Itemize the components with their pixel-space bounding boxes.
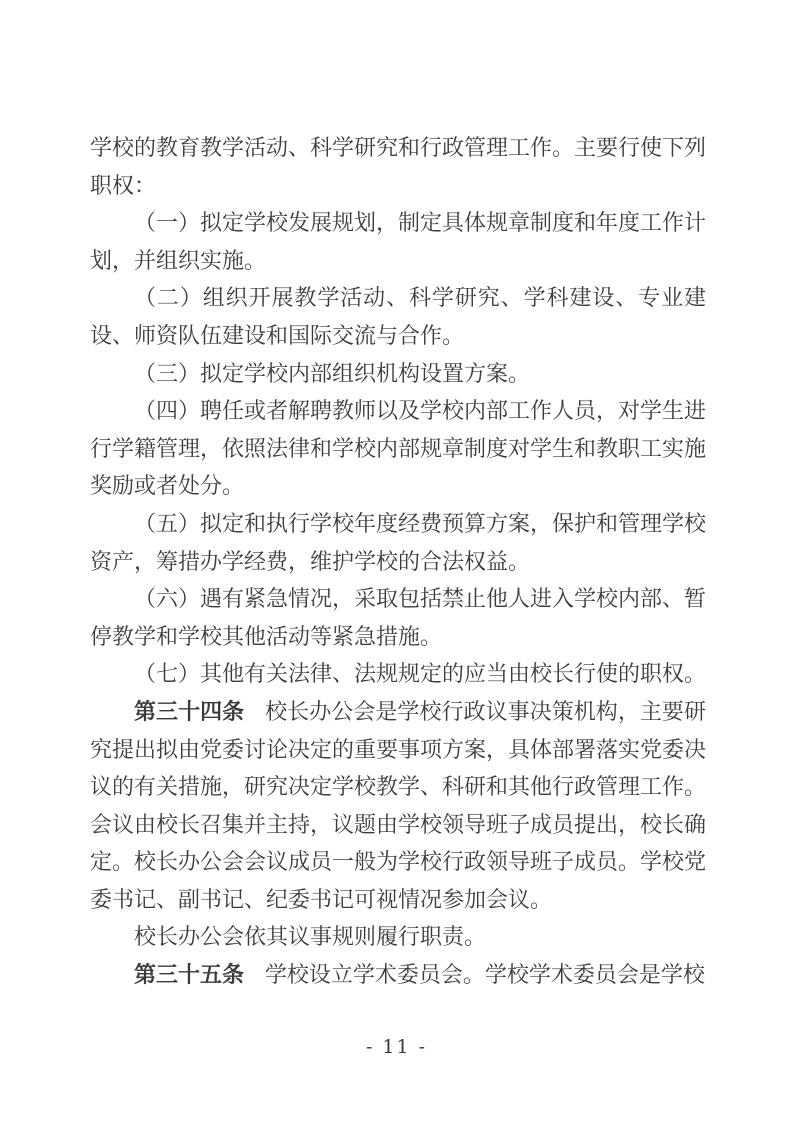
paragraph-text: （六）遇有紧急情况，采取包括禁止他人进入学校内部、暂停教学和学校其他活动等紧急措施。 — [90, 587, 707, 650]
paragraph — [90, 280, 706, 355]
paragraph — [90, 506, 706, 581]
paragraph-text: （七）其他有关法律、法规规定的应当由校长行使的职权。 — [134, 662, 707, 688]
paragraph-text: （二）组织开展教学活动、科学研究、学科建设、专业建设、师资队伍建设和国际交流与合作。 — [90, 286, 706, 349]
paragraph-text: 校长办公会依其议事规则履行职责。 — [134, 925, 487, 951]
page-number: - 11 - — [365, 1036, 428, 1058]
paragraph — [90, 130, 706, 205]
paragraph-text: 学校设立学术委员会。学校学术委员会是学校 — [264, 963, 705, 989]
paragraph-text: （三）拟定学校内部组织机构设置方案。 — [134, 361, 531, 387]
paragraph-text: 校长办公会是学校行政议事决策机构，主要研究提出拟由党委讨论决定的重要事项方案，具体部署落实党委决议的有关措施，研究决定学校教学、科研和其他行政管理工作。会议由校长召集并主持，议题由学校领导班子成员提出，校长确定。校长办公会会议成员一般为学校行政领导班子成员。学校党委书记、副书记、纪委书记可视情况参加会议。 — [90, 699, 707, 913]
paragraph — [90, 919, 706, 957]
article-paragraph — [90, 957, 706, 995]
paragraph — [90, 356, 706, 394]
paragraph-text: 学校的教育教学活动、科学研究和行政管理工作。主要行使下列职权： — [90, 136, 707, 199]
paragraph — [90, 393, 706, 506]
paragraph-text: （一）拟定学校发展规划，制定具体规章制度和年度工作计划，并组织实施。 — [90, 211, 707, 274]
document-body — [90, 130, 706, 995]
paragraph — [90, 581, 706, 656]
article-number-label: 第三十五条 — [134, 963, 245, 989]
paragraph-text: （四）聘任或者解聘教师以及学校内部工作人员，对学生进行学籍管理，依照法律和学校内部规章制度对学生和教职工实施奖励或者处分。 — [90, 399, 707, 500]
paragraph — [90, 205, 706, 280]
article-number-label: 第三十四条 — [134, 699, 245, 725]
paragraph-text: （五）拟定和执行学校年度经费预算方案，保护和管理学校资产，筹措办学经费，维护学校的合法权益。 — [90, 511, 707, 575]
article-paragraph — [90, 694, 706, 920]
paragraph — [90, 656, 706, 694]
